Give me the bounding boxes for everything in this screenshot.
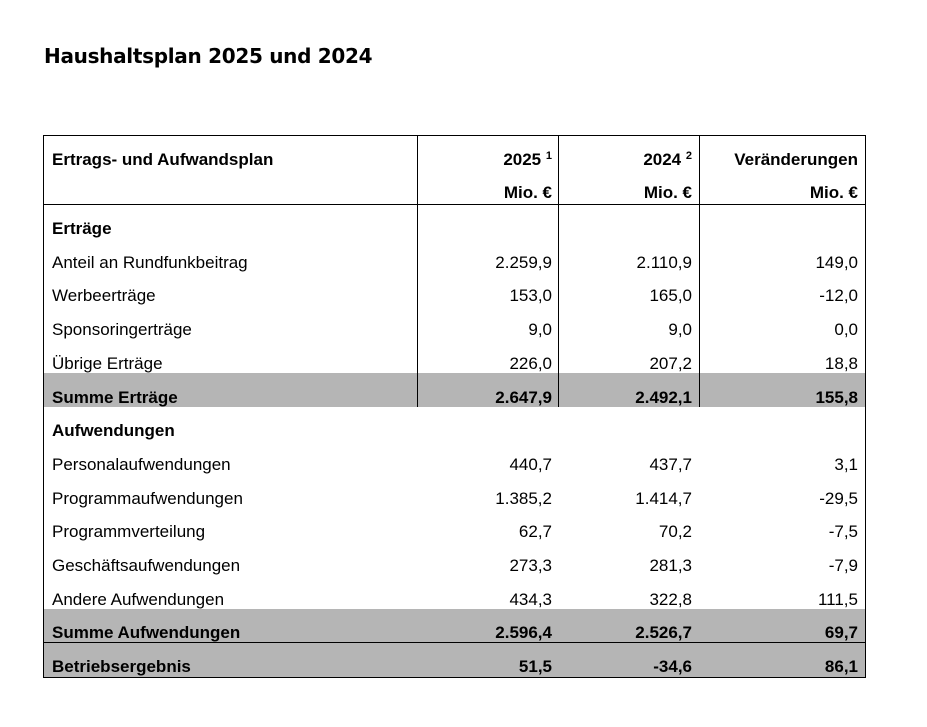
row-label: Programmverteilung (52, 522, 206, 542)
value-2024: -34,6 (653, 657, 692, 677)
value-2024 (560, 212, 692, 246)
value-2024: 9,0 (668, 320, 692, 340)
table-row (44, 414, 865, 448)
table-row (44, 650, 865, 684)
table-row (44, 515, 865, 549)
budget-table (43, 135, 866, 678)
value-change (701, 212, 858, 246)
unit-change: Mio. € (809, 183, 858, 202)
value-change: 149,0 (815, 252, 858, 272)
row-label: Werbeerträge (52, 286, 156, 306)
value-2025: 2.596,4 (495, 623, 552, 643)
value-change: 86,1 (824, 657, 858, 677)
value-2025: 226,0 (509, 353, 552, 373)
table-row (44, 313, 865, 347)
table-row (44, 549, 865, 583)
row-label: Anteil an Rundfunkbeitrag (52, 252, 248, 272)
unit-2025: Mio. € (503, 183, 552, 202)
value-2025: 273,3 (509, 556, 552, 575)
table-row (44, 448, 865, 482)
value-2025: 1.385,2 (495, 488, 552, 508)
value-2024: 437,7 (649, 454, 692, 474)
row-label: Personalaufwendungen (52, 454, 231, 474)
value-change: 155,8 (815, 387, 858, 407)
table-row (44, 279, 865, 313)
value-change: 3,1 (834, 454, 858, 474)
row-label: Geschäftsaufwendungen (52, 556, 241, 575)
table-row (44, 616, 865, 650)
header-2025: 2025 $^1$ (503, 150, 552, 169)
header-row (44, 143, 865, 177)
footnote-2: 2 (685, 150, 692, 162)
value-change: -7,5 (828, 522, 858, 542)
table-row (44, 583, 865, 617)
value-2025: 9,0 (528, 320, 552, 340)
value-2024: 281,3 (649, 556, 692, 575)
header-change: Veränderungen (734, 150, 858, 169)
row-label: Sponsoringerträge (52, 320, 192, 340)
value-change: 18,8 (824, 353, 858, 373)
footnote-1: 1 (545, 150, 552, 162)
value-2025: 51,5 (518, 657, 552, 677)
value-2025: 2.647,9 (495, 387, 552, 407)
value-change (701, 414, 858, 448)
value-change: -12,0 (819, 286, 858, 306)
unit-row (44, 176, 865, 210)
value-2025: 434,3 (509, 589, 552, 609)
table-row (44, 482, 865, 516)
value-2024 (560, 414, 692, 448)
value-2025: 62,7 (518, 522, 552, 542)
value-2025: 2.259,9 (495, 252, 552, 272)
value-2024: 322,8 (649, 589, 692, 609)
table-row (44, 212, 865, 246)
unit-2024: Mio. € (643, 183, 692, 202)
header-2024: 2024 $^2$ (643, 150, 692, 169)
value-change: -7,9 (828, 556, 858, 575)
row-label: Summe Aufwendungen (52, 623, 241, 643)
table-row (44, 381, 865, 415)
row-label: Aufwendungen (52, 421, 175, 441)
value-2025 (419, 212, 552, 246)
table-row (44, 347, 865, 381)
value-change: 0,0 (834, 320, 858, 340)
value-2024: 70,2 (658, 522, 692, 542)
value-2024: 165,0 (649, 286, 692, 306)
row-label: Summe Erträge (52, 387, 178, 407)
value-2024: 207,2 (649, 353, 692, 373)
value-change: -29,5 (819, 488, 858, 508)
value-change: 69,7 (824, 623, 858, 643)
value-2024: 2.492,1 (635, 387, 692, 407)
value-2025: 440,7 (509, 454, 552, 474)
value-2025 (419, 414, 552, 448)
row-label: Übrige Erträge (52, 353, 163, 373)
value-2024: 2.110,9 (636, 252, 692, 272)
row-label: Betriebsergebnis (52, 657, 191, 677)
value-2024: 2.526,7 (635, 623, 692, 643)
row-label: Erträge (52, 219, 112, 238)
page-title: Haushaltsplan 2025 und 2024 (44, 44, 373, 68)
value-2025: 153,0 (509, 286, 552, 306)
row-label: Andere Aufwendungen (52, 589, 225, 609)
row-label: Programmaufwendungen (52, 488, 243, 508)
value-2024: 1.414,7 (635, 488, 692, 508)
header-plan-label: Ertrags- und Aufwandsplan (52, 150, 274, 169)
value-change: 111,5 (817, 589, 858, 609)
table-row (44, 246, 865, 280)
